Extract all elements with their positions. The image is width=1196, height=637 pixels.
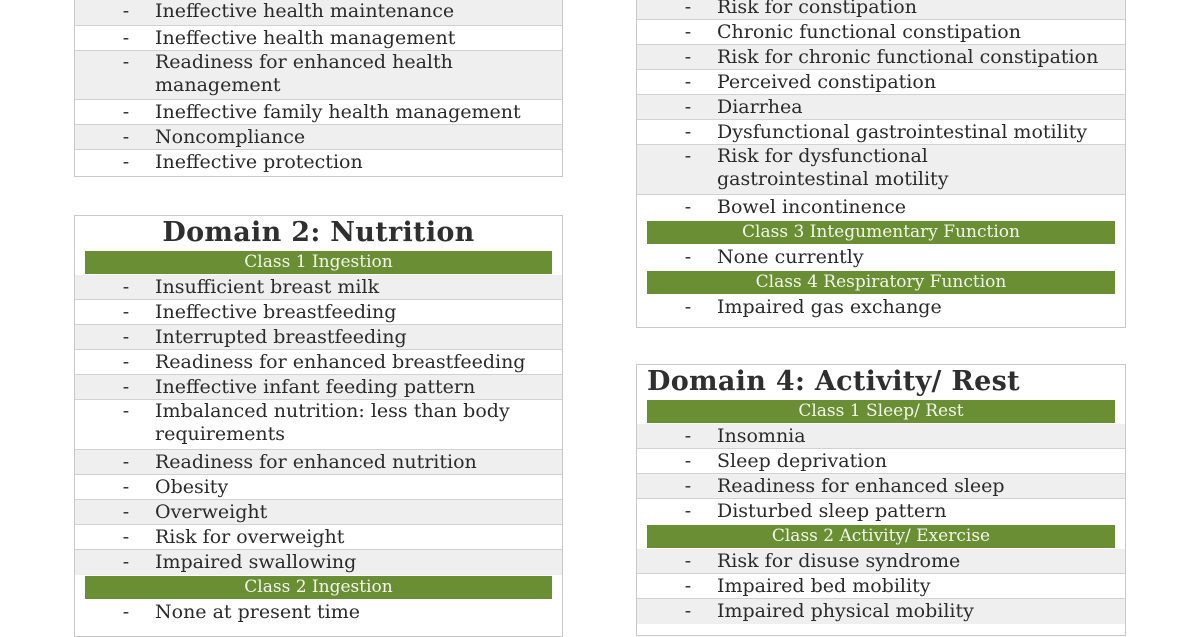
list-item: - Overweight	[75, 500, 562, 525]
list-item: - Risk for overweight	[75, 525, 562, 550]
left-top-table	[74, 0, 563, 177]
list-item: - Bowel incontinence	[684, 196, 906, 218]
list-item: - Noncompliance	[75, 125, 562, 150]
list-item: - Risk for disuse syndrome	[637, 549, 1125, 574]
list-item: - None at present time	[122, 601, 360, 623]
list-item: - Perceived constipation	[637, 70, 1125, 95]
class-header: Class 1 Ingestion	[85, 251, 552, 274]
list-item: - Readiness for enhanced sleep	[637, 474, 1125, 499]
list-item: - Ineffective infant feeding pattern	[75, 375, 562, 400]
list-item: - Impaired gas exchange	[684, 296, 942, 318]
list-item: - Impaired physical mobility	[637, 599, 1125, 624]
list-item: - Imbalanced nutrition: less than body requirements	[75, 400, 562, 450]
list-item: - Chronic functional constipation	[637, 20, 1125, 45]
list-item: - Readiness for enhanced nutrition	[75, 450, 562, 475]
class-header: Class 1 Sleep/ Rest	[647, 400, 1115, 423]
list-item: - Insufficient breast milk	[75, 275, 562, 300]
list-item: - Ineffective protection	[122, 151, 363, 173]
list-item: - Risk for dysfunctional gastrointestinal motility	[637, 145, 1125, 195]
domain-title: Domain 2: Nutrition	[162, 217, 475, 248]
list-item: - Diarrhea	[637, 95, 1125, 120]
list-item: - Ineffective family health management	[75, 100, 562, 125]
list-item: - Ineffective breastfeeding	[75, 300, 562, 325]
class-header: Class 4 Respiratory Function	[647, 271, 1115, 294]
list-item: - Dysfunctional gastrointestinal motility	[637, 120, 1125, 145]
list-item: - Sleep deprivation	[637, 449, 1125, 474]
list-item: - Risk for chronic functional constipation	[637, 45, 1125, 70]
class-header: Class 2 Activity/ Exercise	[647, 525, 1115, 548]
class-header: Class 3 Integumentary Function	[647, 221, 1115, 244]
domain-4-table	[636, 364, 1126, 636]
list-item: - Obesity	[75, 475, 562, 500]
domain-2-table	[74, 215, 563, 637]
list-item: - Interrupted breastfeeding	[75, 325, 562, 350]
list-item: - Disturbed sleep pattern	[684, 500, 947, 522]
list-item: - Insomnia	[637, 424, 1125, 449]
domain-title: Domain 4: Activity/ Rest	[647, 366, 1020, 397]
list-item: - Readiness for enhanced health management	[75, 51, 562, 100]
list-item: - Risk for constipation	[637, 0, 1125, 20]
list-item: - Impaired swallowing	[75, 550, 562, 575]
list-item: - Ineffective health maintenance	[75, 0, 562, 26]
list-item: - Ineffective health management	[75, 26, 562, 51]
list-item: - Impaired bed mobility	[637, 574, 1125, 599]
class-header: Class 2 Ingestion	[85, 576, 552, 599]
list-item: - None currently	[684, 246, 864, 268]
list-item: - Readiness for enhanced breastfeeding	[75, 350, 562, 375]
right-top-table	[636, 0, 1126, 328]
